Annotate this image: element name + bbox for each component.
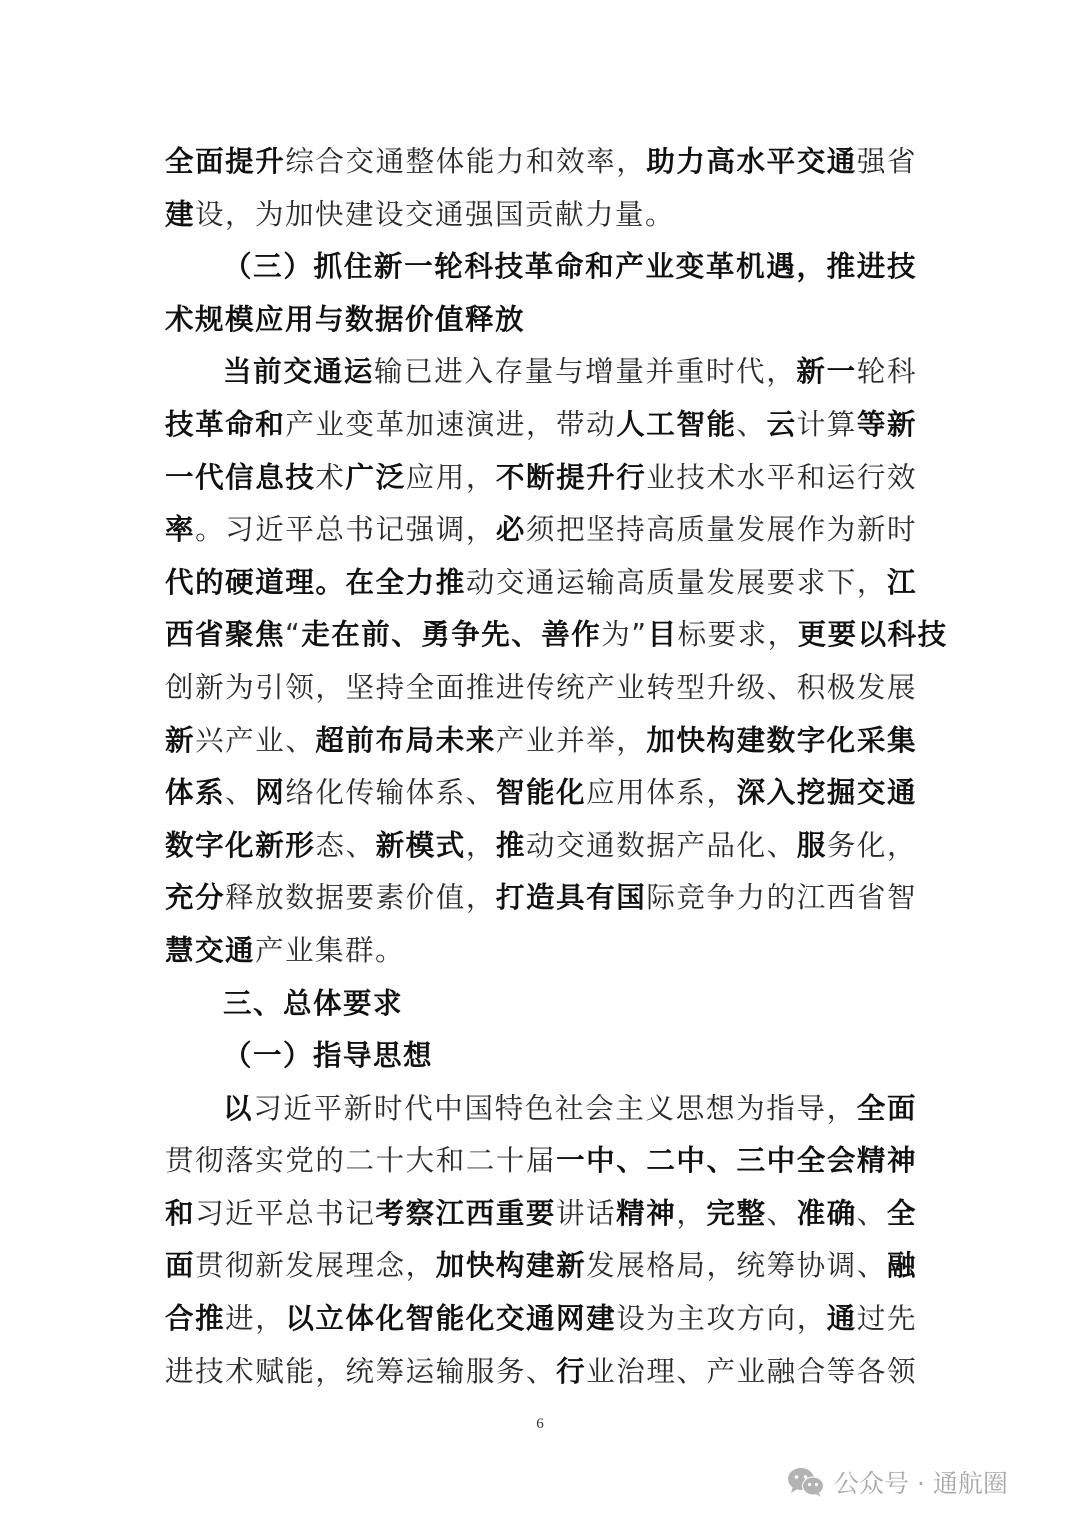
bold-text: 以立体化智能化交通网建: [285, 1302, 617, 1336]
section-heading: [165, 978, 917, 1031]
text: 动交通运输高质量发展要求下，: [465, 565, 887, 599]
text-line: [165, 1293, 917, 1346]
text-line: [165, 1135, 917, 1188]
bold-text: 云: [766, 407, 797, 441]
text: 动交通数据产品化、: [526, 828, 797, 862]
bold-text: 在全力推: [345, 565, 466, 599]
text: 术: [315, 460, 346, 494]
text: 、: [736, 407, 767, 441]
bold-text: 当前交通运: [223, 355, 374, 389]
text: 综合交通整体能力和效率，: [285, 145, 647, 178]
text: ，: [465, 828, 496, 862]
bold-text: 加快构建新: [435, 1249, 587, 1283]
text: 应用体系，: [586, 776, 737, 810]
bold-text: 推: [495, 828, 527, 862]
bold-text: 通: [826, 1302, 857, 1336]
text: 业治理、产业融合等各领: [586, 1354, 917, 1388]
watermark: [786, 1462, 1008, 1502]
page-number: 6: [536, 1416, 544, 1432]
text: 计算: [796, 407, 857, 441]
bold-text: 目: [647, 618, 678, 652]
text: 务化，: [826, 828, 917, 862]
bold-text: 全面: [856, 1091, 917, 1125]
bold-text: 术规模应用与数据价值释放: [165, 302, 526, 336]
bold-text: 江: [886, 565, 917, 599]
text-line: [165, 925, 917, 978]
text-line: [165, 767, 917, 820]
text: 习近平总书记: [195, 1196, 376, 1230]
text: 设，为加快建设交通强国贡献力量。: [195, 197, 676, 231]
text: 业技术水平和运行效: [646, 460, 917, 494]
text: 态、: [315, 828, 376, 862]
bold-text: 打造具有国: [495, 881, 647, 915]
text: 、: [225, 776, 256, 810]
text-line: [165, 662, 917, 715]
bold-text: 超前布局未来: [315, 723, 496, 757]
text: 输已进入存量与增量并重时代，: [373, 355, 797, 389]
text: 进，: [225, 1302, 286, 1336]
text: 。习近平总书记强调，: [195, 513, 496, 547]
bold-text: 考察江西重要: [375, 1196, 557, 1230]
text: 过先: [856, 1302, 917, 1336]
bold-text: 网: [255, 776, 286, 810]
text: 为”: [601, 618, 648, 652]
text: “: [285, 618, 302, 652]
document-page: [165, 136, 948, 1398]
text: 贯彻新发展理念，: [195, 1249, 436, 1283]
text-line: [165, 136, 917, 189]
text: 应用，: [405, 460, 496, 494]
text: 发展格局，统筹协调、: [586, 1249, 887, 1283]
bold-text: 服: [796, 828, 827, 862]
bold-text: 新模式: [375, 828, 466, 862]
text: 讲话: [556, 1196, 617, 1230]
text: 产业并举，: [495, 723, 647, 757]
section-heading: [165, 1030, 917, 1083]
text-line: [165, 609, 948, 662]
text: 轮科: [856, 355, 917, 389]
text: 创新为引领，坚持全面推进传统产业转型升级、积极发展: [165, 670, 917, 704]
bold-text: 等新: [856, 407, 917, 441]
bold-text: 必: [495, 513, 526, 547]
bold-text: 一代信息技: [165, 460, 316, 494]
text: 络化传输体系、: [285, 776, 496, 810]
text-line: [165, 820, 917, 873]
text: 设为主攻方向，: [616, 1302, 827, 1336]
text: 际竞争力的江西省智: [646, 881, 917, 915]
text: 释放数据要素价值，: [225, 881, 496, 915]
bold-text: 全: [886, 1196, 917, 1230]
bold-text: 三、总体要求: [223, 986, 404, 1020]
bold-text: 合推: [165, 1302, 226, 1336]
text: 产业集群。: [255, 933, 406, 967]
bold-text: 完整: [706, 1196, 767, 1230]
bold-text: 慧交通: [165, 933, 256, 967]
text: 强省: [856, 145, 917, 178]
bold-text: 数字化新形: [165, 828, 316, 862]
bold-text: 走在前、勇争先、善作: [301, 618, 602, 652]
text: 贯彻落实党的二十大和二十届: [165, 1144, 557, 1178]
bold-text: 更要以科技: [797, 618, 948, 652]
text-line: [165, 872, 917, 925]
bold-text: 技革命和: [165, 407, 286, 441]
bold-text: 全面提升: [165, 145, 286, 178]
text: 、: [766, 1196, 797, 1230]
text-line: [165, 1188, 917, 1241]
bold-text: 面: [165, 1249, 196, 1283]
text: 标要求，: [677, 618, 798, 652]
bold-text: 精神: [616, 1196, 677, 1230]
bold-text: 新: [165, 723, 196, 757]
bold-text: 融: [886, 1249, 917, 1283]
text-line: [165, 557, 917, 610]
bold-text: 西省聚焦: [165, 618, 286, 652]
text: 习近平新时代中国特色社会主义思想为指导，: [253, 1091, 857, 1125]
bold-text: 和: [165, 1196, 196, 1230]
text-line: [165, 294, 917, 347]
bold-text: 深入挖掘交通: [736, 776, 917, 810]
bold-text: 不断提升行: [495, 460, 647, 494]
bold-text: 率: [165, 513, 196, 547]
text: 须把坚持高质量发展作为新时: [526, 513, 917, 547]
bold-text: 新一: [796, 355, 857, 389]
bold-text: 助力高水平交通: [646, 145, 857, 178]
text: 兴产业、: [195, 723, 316, 757]
text-line: [165, 346, 917, 399]
bold-text: 准确: [796, 1196, 857, 1230]
text-line: [165, 189, 917, 242]
bold-text: 智能化: [495, 776, 587, 810]
bold-text: 广泛: [345, 460, 406, 494]
bold-text: 体系: [165, 776, 226, 810]
bold-text: （一）指导思想: [223, 1039, 434, 1073]
bold-text: 人工智能: [616, 407, 737, 441]
text-line: [165, 399, 917, 452]
section-heading: [165, 241, 917, 294]
text: 进技术赋能，统筹运输服务、: [165, 1354, 557, 1388]
watermark-text: 公众号 · 通航圈: [834, 1469, 1008, 1498]
text-line: [165, 1083, 917, 1136]
text-line: [165, 1240, 917, 1293]
text: 、: [856, 1196, 887, 1230]
text-line: [165, 715, 917, 768]
bold-text: 一中、二中、三中全会精神: [556, 1144, 917, 1178]
text: 产业变革加速演进，带动: [285, 407, 617, 441]
text-line: [165, 1346, 917, 1399]
bold-text: 建: [165, 197, 196, 231]
bold-text: 行: [556, 1354, 587, 1388]
bold-text: 代的硬道理。: [165, 565, 346, 599]
text-line: [165, 452, 917, 505]
text-line: [165, 504, 917, 557]
bold-text: 以: [223, 1091, 254, 1125]
bold-text: 加快构建数字化采集: [646, 723, 917, 757]
text: ，: [676, 1196, 707, 1230]
bold-text: 充分: [165, 881, 226, 915]
bold-text: （三）抓住新一轮科技革命和产业变革机遇，推进技: [223, 250, 917, 284]
wechat-icon: [786, 1466, 826, 1498]
